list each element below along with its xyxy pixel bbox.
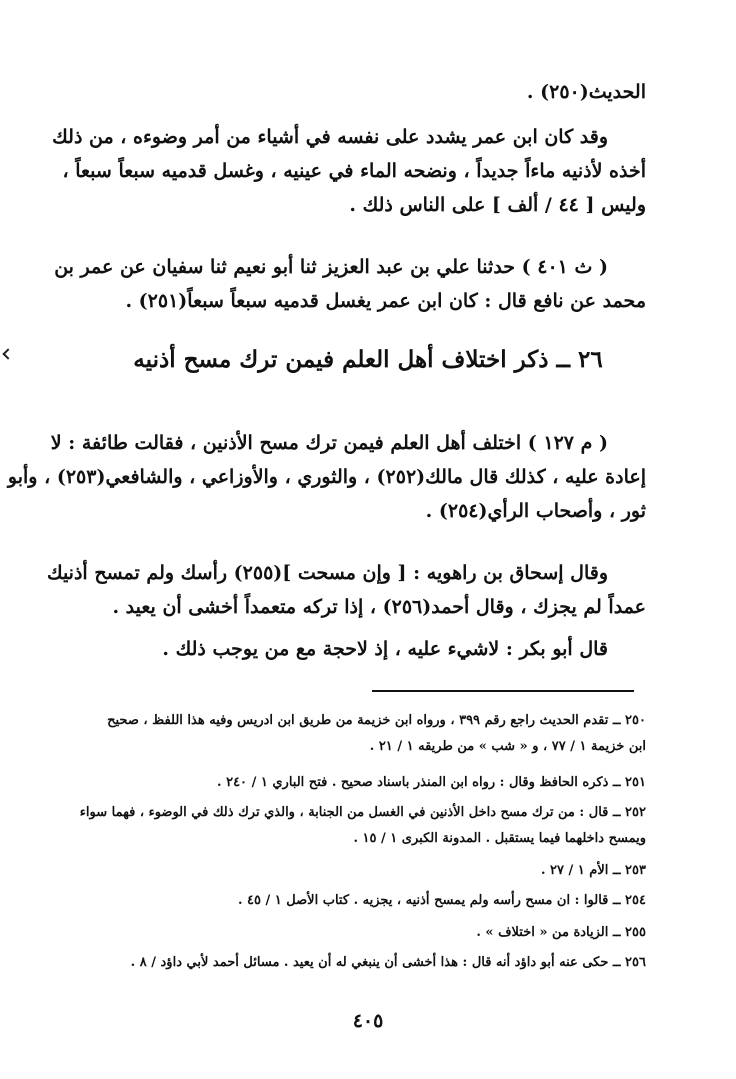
footnote-line: ٢٥٦ ــ حكى عنه أبو داؤد أنه قال : هذا أخشى أن ينبغي له أن يعيد . مسائل أحمد لأبي داؤد / ٨ . (130, 955, 646, 970)
paragraph-ibn-umar (52, 120, 646, 222)
text-line: وقال إسحاق بن راهويه : [ وإن مسحت ](٢٥٥) رأسك ولم تمسح أذنيك (46, 562, 608, 584)
footnote-255 (100, 920, 646, 946)
text-line: ثور ، وأصحاب الرأي(٢٥٤) . (425, 500, 646, 522)
paragraph-hadith-401 (54, 250, 646, 318)
footnote-256 (100, 950, 646, 976)
text-line: عمداً لم يجزك ، وقال أحمد(٢٥٦) ، إذا تركه متعمداً أخشى أن يعيد . (112, 596, 646, 618)
footnote-divider (372, 690, 634, 692)
paragraph-abu-bakr (90, 632, 646, 666)
footnote-251 (100, 770, 646, 796)
footnote-line: ويمسح داخلهما فيما يستقبل . المدونة الكبرى ١ / ١٥ . (353, 831, 646, 846)
paragraph-masalah-127 (7, 426, 646, 528)
text-line: أخذه لأذنيه ماءاً جديداً ، ونضحه الماء في عينيه ، وغسل قدميه سبعاً سبعاً ، (62, 160, 646, 182)
footnote-254 (100, 888, 646, 914)
paragraph-hadith-end (90, 75, 646, 109)
text-line: إعادة عليه ، كذلك قال مالك(٢٥٢) ، والثوري ، والأوزاعي ، والشافعي(٢٥٣) ، وأبو (7, 466, 646, 488)
footnote-line: ٢٥٥ ــ الزيادة من « اختلاف » . (476, 925, 646, 940)
section-heading: ٢٦ ــ ذكر اختلاف أهل العلم فيمن ترك مسح أذنيه (133, 346, 603, 373)
footnote-line: ٢٥٣ ــ الأم ١ / ٢٧ . (540, 863, 646, 878)
footnote-252 (79, 800, 646, 852)
footnote-253 (100, 858, 646, 884)
footnote-line: ٢٥٠ ــ تقدم الحديث راجع رقم ٣٩٩ ، ورواه ابن خزيمة من طريق ابن ادريس وفيه هذا اللفظ ، صحيح (107, 713, 646, 728)
margin-mark (2, 348, 13, 359)
text-line: وقد كان ابن عمر يشدد على نفسه في أشياء من أمر وضوءه ، من ذلك (52, 126, 608, 148)
footnote-250 (100, 708, 646, 760)
text-line: الحديث(٢٥٠) . (526, 81, 646, 103)
footnote-line: ٢٥٢ ــ قال : من ترك مسح داخل الأذنين في الغسل من الجنابة ، والذي ترك ذلك في الوضوء ، فهما سواء (79, 805, 646, 820)
footnote-line: ٢٥١ ــ ذكره الحافظ وقال : رواه ابن المنذر باسناد صحيح . فتح الباري ١ / ٢٤٠ . (217, 775, 646, 790)
text-line: قال أبو بكر : لاشيء عليه ، إذ لاحجة مع من يوجب ذلك . (162, 638, 608, 660)
text-line: ( م ١٢٧ ) اختلف أهل العلم فيمن ترك مسح الأذنين ، فقالت طائفة : لا (50, 432, 608, 454)
paragraph-ishaq (46, 556, 646, 624)
text-line: محمد عن نافع قال : كان ابن عمر يغسل قدميه سبعاً سبعاً(٢٥١) . (125, 290, 646, 312)
text-line: وليس [ ٤٤ / ألف ] على الناس ذلك . (349, 194, 646, 216)
text-line: ( ث ٤٠١ ) حدثنا علي بن عبد العزيز ثنا أبو نعيم ثنا سفيان عن عمر بن (54, 256, 608, 278)
page-number: ٤٠٥ (352, 1010, 384, 1032)
footnote-line: ٢٥٤ ــ قالوا : ان مسح رأسه ولم يمسح أذنيه ، يجزيه . كتاب الأصل ١ / ٤٥ . (237, 893, 646, 908)
footnote-line: ابن خزيمة ١ / ٧٧ ، و « شب » من طريقه ١ / ٢١ . (369, 739, 646, 754)
